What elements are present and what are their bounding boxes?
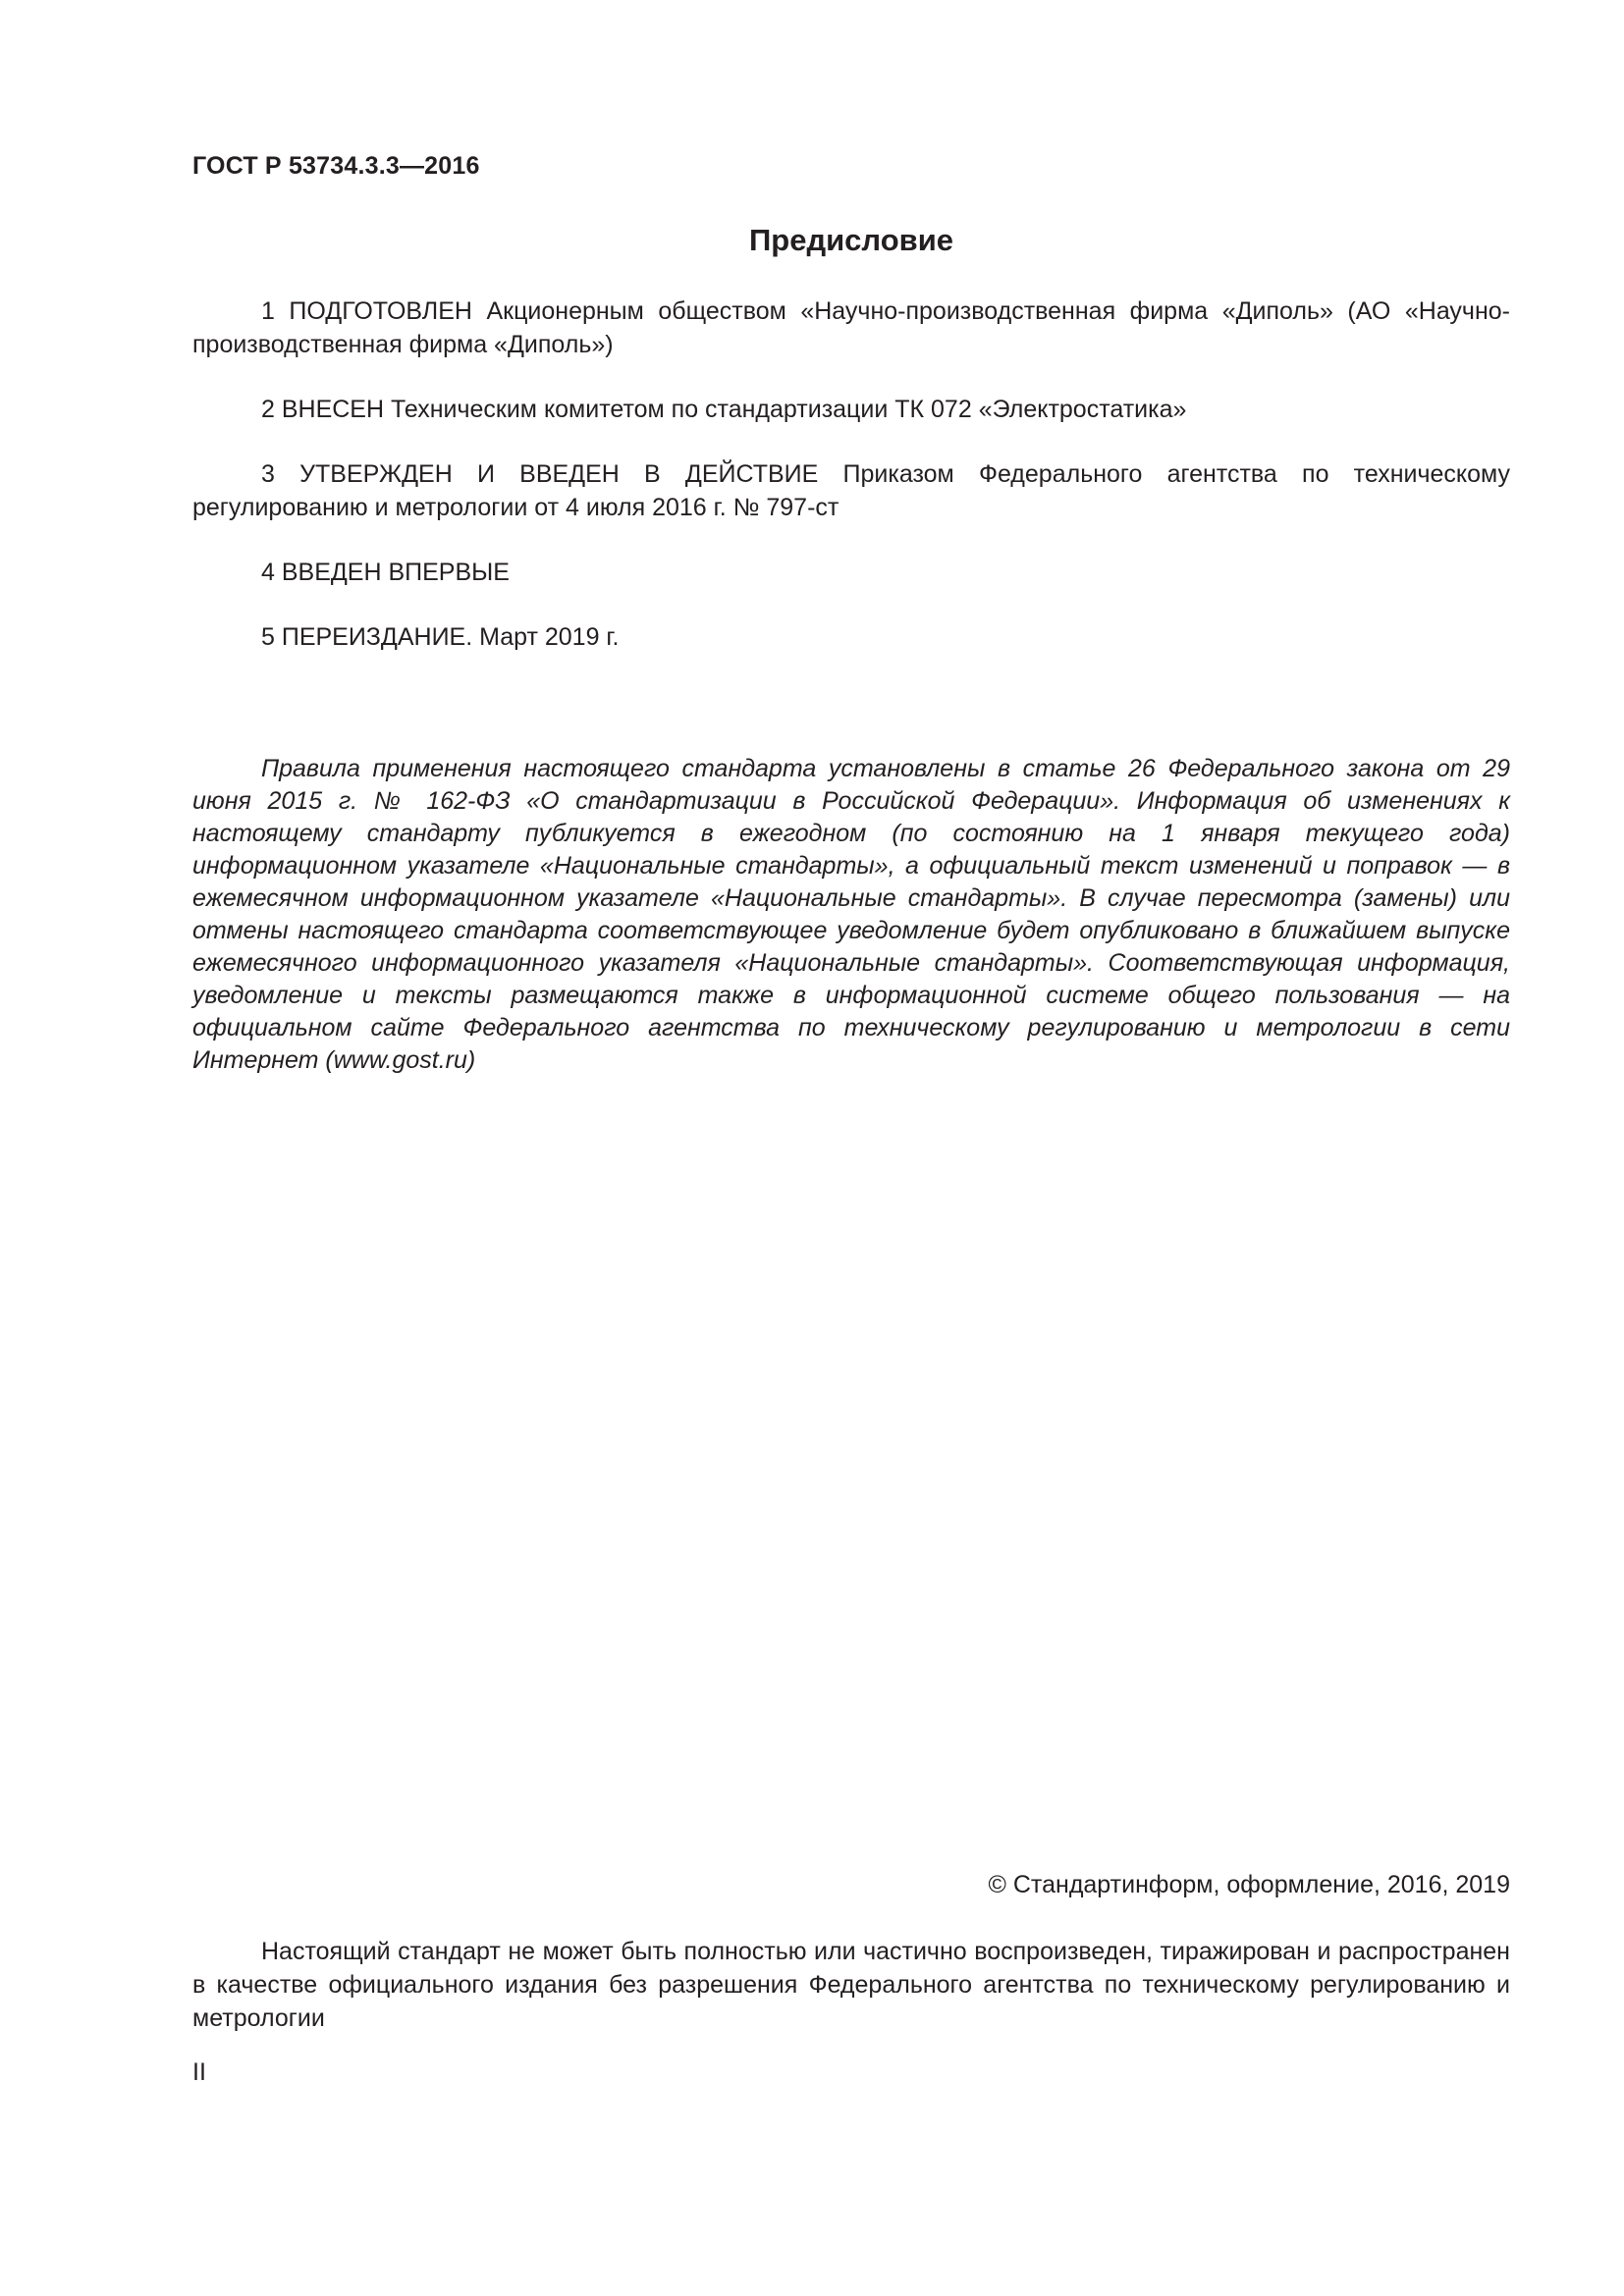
copyright-notice: © Стандартинформ, оформление, 2016, 2019: [988, 1871, 1510, 1898]
reproduction-notice: Настоящий стандарт не может быть полностью или частично воспроизведен, тиражирован и распространен в качестве официального издания без разрешения Федерального агентства по техническому регулированию и метрологии: [192, 1938, 1510, 2032]
preface-item-5: 5 ПЕРЕИЗДАНИЕ. Март 2019 г.: [261, 623, 620, 651]
section-title: Предисловие: [748, 223, 953, 257]
preface-item-3: 3 УТВЕРЖДЕН И ВВЕДЕН В ДЕЙСТВИЕ Приказом Федерального агентства по техническому регулированию и метрологии от 4 июля 2016 г. № 797-ст: [192, 460, 1510, 521]
preface-item-2: 2 ВНЕСЕН Техническим комитетом по стандартизации ТК 072 «Электростатика»: [261, 396, 1187, 423]
preface-items-list: [192, 294, 1510, 685]
legal-notice: Правила применения настоящего стандарта установлены в статье 26 Федерального закона от 29 июня 2015 г. № 162-ФЗ «О стандартизации в Российской Федерации». Информация об изменениях к настоящему стандарту публикуется в ежегодном (по состоянию на 1 января текущего года) информационном указателе «Национальные стандарты», а официальный текст изменений и поправок — в ежемесячном информационном указателе «Национальные стандарты». В случае пересмотра (замены) или отмены настоящего стандарта соответствующее уведомление будет опубликовано в ближайшем выпуске ежемесячного информационного указателя «Национальные стандарты». Соответствующая информация, уведомление и тексты размещаются также в информационной системе общего пользования — на официальном сайте Федерального агентства по техническому регулированию и метрологии в сети Интернет (www.gost.ru): [192, 755, 1510, 1074]
preface-item-1: 1 ПОДГОТОВЛЕН Акционерным обществом «Научно-производственная фирма «Диполь» (АО «Научно-производственная фирма «Диполь»): [192, 297, 1510, 358]
page-number: II: [192, 2058, 206, 2086]
preface-item-4: 4 ВВЕДЕН ВПЕРВЫЕ: [261, 559, 510, 586]
document-code-header: ГОСТ Р 53734.3.3—2016: [192, 152, 480, 180]
